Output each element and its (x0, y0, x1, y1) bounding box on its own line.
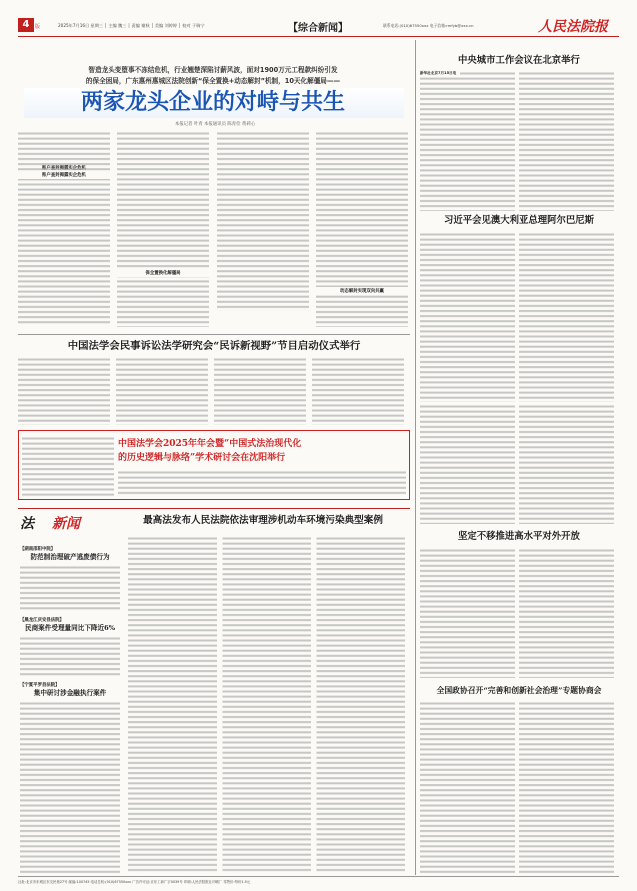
header-rule (18, 36, 619, 37)
right-story-1-dateline: 新华社北京7月15日电 (420, 71, 457, 75)
header-meta: 2025年7月16日 星期三 │ 主编 魏三 │ 责编 谢秋 │ 美编 刘婷婷 │ 校对 于瑞宁 (58, 23, 205, 28)
story2-body-text (18, 357, 410, 427)
page-number-badge: 4 (18, 18, 34, 32)
brief-3-region: 【宁夏平罗县法院】 (20, 683, 60, 688)
lead-body-text (18, 131, 410, 331)
story2-headline: 中国法学会民事诉讼法学研究会“民诉新视野”节目启动仪式举行 (67, 340, 361, 352)
brief-1-region: 【湖南邵阳中院】 (20, 547, 56, 552)
story3-body-right (118, 470, 406, 496)
page-header (18, 18, 618, 36)
court-news-label: 新闻 (52, 516, 80, 532)
brief-3-title: 集中研讨涉金融执行案件 (33, 689, 107, 697)
brief-1-text (20, 565, 120, 611)
brief-3-text (20, 701, 120, 873)
right-story-4-headline: 全国政协召开“完善和创新社会治理”专题协商会 (436, 686, 602, 695)
page-label: 版 (35, 24, 41, 30)
brief-2-text (20, 636, 120, 676)
lead-kicker-2: 的保全困局，广东惠州惠城区法院创新“保全置换+动态解封”机制，10天化解僵局—— (85, 77, 341, 85)
lead-subhead-b-label: 保全置换化解僵局 (117, 270, 209, 277)
brief-2-title: 民商案件受理量同比下降近6% (25, 624, 115, 632)
lead-bottom-rule (18, 334, 410, 335)
right-story-4-body (420, 701, 618, 873)
right-story-3-headline: 坚定不移推进高水平对外开放 (458, 531, 580, 542)
lead-subhead-a-label: 账户查封揭露实企危机 (18, 172, 110, 179)
footer-rule (18, 876, 619, 877)
brief-1-title: 防范制治理破产逃废债行为 (30, 553, 110, 561)
right-col-divider (415, 40, 416, 875)
court-news-logo: 法 (20, 516, 34, 532)
court-news-rule (18, 508, 410, 509)
right-story-1-headline: 中央城市工作会议在北京举行 (458, 55, 580, 66)
footer-imprint: 社址:北京市东城区东交民巷27号 邮编:100745 电话总机:(010)67550xxx 广告许可证:京东工商广字0039号 印刷:人民法院报社印刷厂 零售价:每份1.5元 (18, 880, 251, 884)
brief-2-region: 【黑龙江庆安县法院】 (20, 618, 64, 623)
court-news-headline: 最高法发布人民法院依法审理涉机动车环境污染典型案例 (143, 515, 383, 526)
story3-headline-1: 中国法学会2025年年会暨“中国式法治现代化 (118, 439, 302, 449)
right-story-2-body-cont (420, 404, 618, 524)
lead-subhead-c-label: 动态解封实现双向共赢 (316, 288, 408, 295)
court-news-banner (18, 511, 106, 533)
right-story-3-body (420, 548, 618, 678)
section-title: 【综合新闻】 (288, 23, 348, 34)
right-story-2-headline: 习近平会见澳大利亚总理阿尔巴尼斯 (443, 215, 594, 226)
lead-byline: 本报记者 叶青 本报通讯员 陈育俭 黄莉心 (174, 122, 256, 127)
story3-body-left (22, 436, 114, 496)
court-news-body (128, 536, 410, 874)
right-story-1-body (420, 71, 618, 211)
header-contact: 联系电话:(010)67550xxx 电子信箱:rmfyb@xxx.cn (383, 23, 474, 28)
story3-headline-2: 的历史逻辑与脉络”学术研讨会在沈阳举行 (118, 453, 286, 463)
right-story-2-body (420, 232, 618, 402)
lead-kicker-1: 智造龙头变堕事不冻结危机，行业翘楚深陷讨薪风波，面对1900万元工程款纠纷引发 (88, 66, 338, 74)
masthead-logo: 人民法院报 (538, 19, 608, 35)
lead-headline: 两家龙头企业的对峙与共生 (80, 89, 345, 115)
